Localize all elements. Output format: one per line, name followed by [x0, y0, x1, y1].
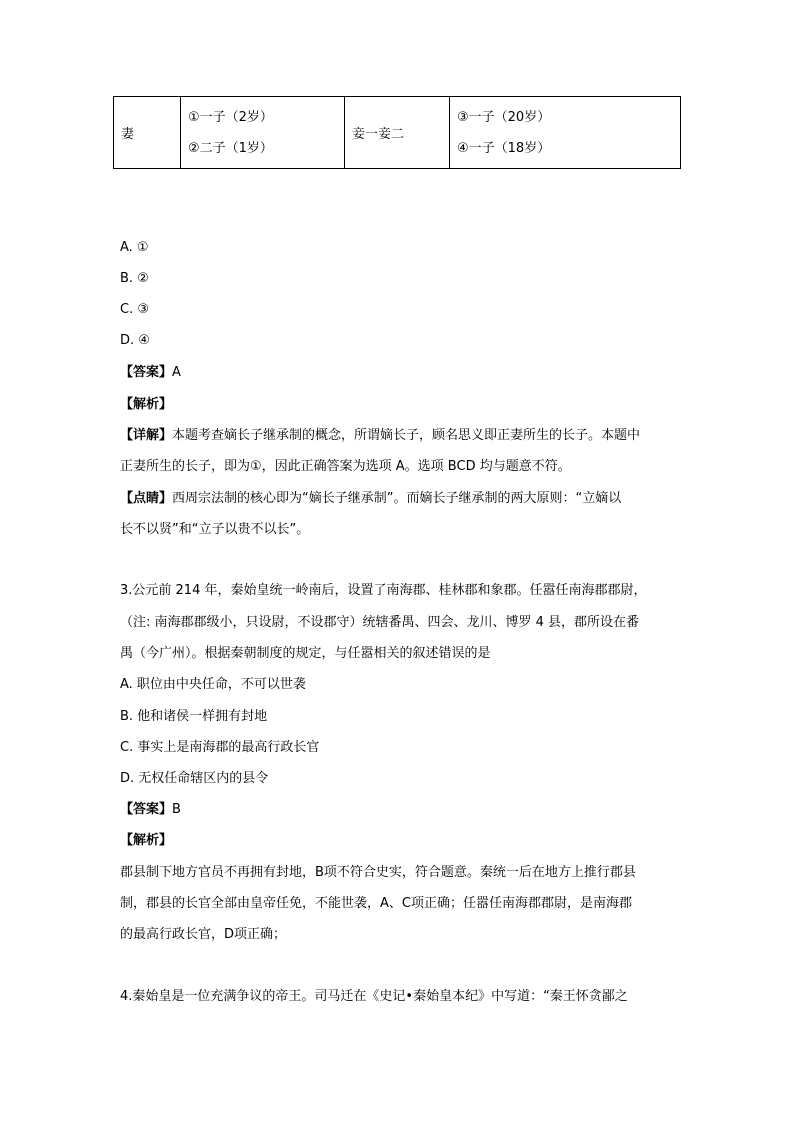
q2-analysis-tag: 【解析】 — [120, 397, 173, 412]
point-tag: 【点睛】 — [120, 491, 173, 506]
answer-tag: 【答案】 — [120, 802, 173, 817]
q3-option-c: C. 事实上是南海郡的最高行政长官 — [120, 740, 320, 755]
q3-analysis-line-1: 郡县制下地方官员不再拥有封地，B项不符合史实，符合题意。秦统一后在地方上推行郡县 — [120, 865, 636, 880]
family-table — [113, 96, 681, 169]
wife-child-1: ①一子（2岁） — [188, 109, 273, 125]
q3-option-b: B. 他和诸侯一样拥有封地 — [120, 709, 268, 724]
concubine-children-cell — [450, 97, 681, 169]
q2-answer — [120, 363, 181, 383]
q3-stem-line-1: 3.公元前 214 年，秦始皇统一岭南后，设置了南海郡、桂林郡和象郡。任嚣任南海郡郡尉， — [120, 583, 647, 598]
wife-children-cell — [181, 97, 345, 169]
concubine-child-2: ④一子（18岁） — [457, 140, 551, 156]
q2-option-d: D. ④ — [120, 333, 150, 348]
q2-option-a: A. ① — [120, 240, 149, 255]
q2-option-c: C. ③ — [120, 302, 149, 317]
detail-text: 本题考查嫡长子继承制的概念，所谓嫡长子，顾名思义即正妻所生的长子。本题中 — [172, 428, 641, 443]
concubine-label-cell: 妾一妾二 — [345, 97, 450, 169]
answer-value: A — [172, 365, 181, 380]
q3-analysis-line-3: 的最高行政长官，D项正确； — [120, 927, 287, 942]
q3-option-d: D. 无权任命辖区内的县令 — [120, 771, 269, 786]
q4-stem-line-1: 4.秦始皇是一位充满争议的帝王。司马迁在《史记•秦始皇本纪》中写道：“秦王怀贪鄙之 — [120, 989, 628, 1004]
q3-analysis-tag: 【解析】 — [120, 833, 173, 848]
q3-answer — [120, 800, 181, 820]
q2-detail-line-2: 正妻所生的长子，即为①，因此正确答案为选项 A。选项 BCD 均与题意不符。 — [120, 459, 571, 474]
point-text: 西周宗法制的核心即为“嫡长子继承制”。而嫡长子继承制的两大原则：“立嫡以 — [172, 491, 622, 506]
wife-label-cell: 妻 — [114, 97, 181, 169]
detail-tag: 【详解】 — [120, 428, 173, 443]
q3-stem-line-2: （注: 南海郡郡级小，只设尉，不设郡守）统辖番禺、四会、龙川、博罗 4 县，郡所设在番 — [120, 615, 640, 630]
table-row — [114, 97, 681, 169]
q2-detail-line-1 — [120, 426, 640, 446]
q2-point-line-2: 长不以贤”和“立子以贵不以长”。 — [120, 522, 310, 537]
q3-analysis-line-2: 制，郡县的长官全部由皇帝任免，不能世袭，A、C项正确；任嚣任南海郡郡尉，是南海郡 — [120, 896, 632, 911]
q3-option-a: A. 职位由中央任命，不可以世袭 — [120, 677, 306, 692]
wife-child-2: ②二子（1岁） — [188, 140, 273, 156]
answer-value: B — [172, 802, 181, 817]
q2-point-line-1 — [120, 489, 621, 509]
q2-option-b: B. ② — [120, 271, 149, 286]
answer-tag: 【答案】 — [120, 365, 173, 380]
concubine-child-1: ③一子（20岁） — [457, 109, 551, 125]
q3-stem-line-3: 禺（今广州）。根据秦朝制度的规定，与任嚣相关的叙述错误的是 — [120, 646, 491, 661]
